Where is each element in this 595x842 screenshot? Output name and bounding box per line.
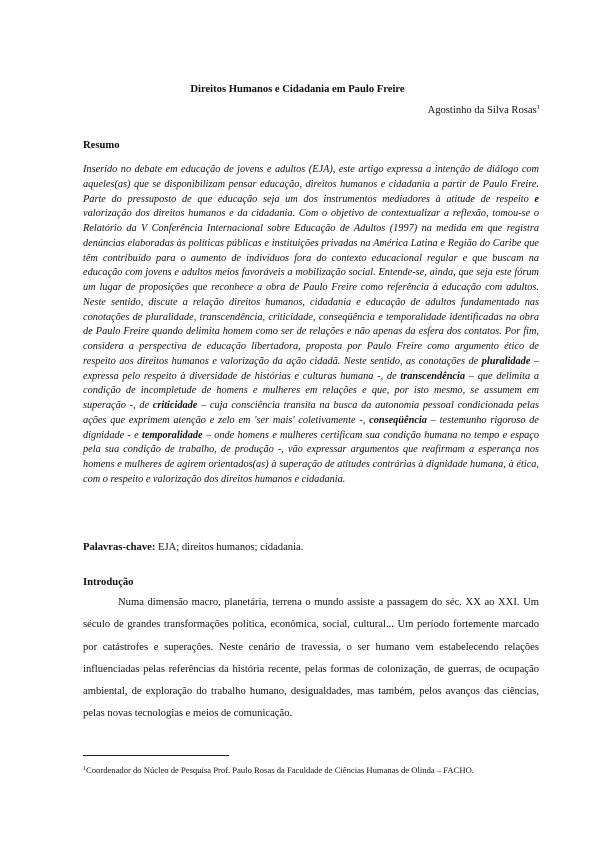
abstract-text: – testemunho rigoroso de dignidade - e <box>83 414 539 441</box>
abstract-term-criticidade: criticidade <box>152 400 198 411</box>
abstract-term-temporalidade: temporalidade <box>141 429 203 441</box>
footnote-divider <box>83 755 229 756</box>
abstract-heading: Resumo <box>83 140 120 151</box>
abstract-emphasis: e <box>534 193 539 205</box>
abstract-term-pluralidade: pluralidade <box>481 355 531 367</box>
footnote-text: Coordenador do Núcleo de Pesquisa Prof. Paulo Rosas da Faculdade de Ciências Humanas de Olinda – FACHO. <box>86 765 474 775</box>
footnote <box>83 763 539 777</box>
abstract-text: valorização dos direitos humanos e da cidadania. Com o objetivo de contextualizar a reflexão, tomou-se o Relatório da V Conferência Internacional sobre Educação de Adultos (1997) na medida em que registra denúncias elaboradas às políticas públicas e instituições privadas na América Latina e Região do Caribe que têm contribuído para o aumento de indivíduos fora do contexto educacional regular e que buscam na educação com jovens e adultos meios favoráveis a mobilização social. Entende-se, ainda, que seja este fórum um lugar de proposições que reconhece a obra de Paulo Freire como referência à educação com adultos. Neste sentido, discute a relação direitos humanos, cidadania e educação de adultos fundamentado nas conotações de pluralidade, transcendência, criticidade, conseqüência e temporalidade identificadas na obra de Paulo Freire quando delimita homem como ser de relações e não apenas da esfera dos contatos. Por fim, considera a perspectiva de educação libertadora, proposta por Paulo Freire como argumento ético de respeito aos direitos humanos e valorização da ação cidadã. Neste sentido, as conotações de <box>83 208 539 367</box>
abstract-text: – cuja consciência transita na busca da autonomia pessoal condicionada pelas ações que exprimem atenção e zelo em 'ser mais' coletivamente -, <box>83 400 539 426</box>
footnote-marker: 1 <box>83 766 86 772</box>
abstract-body <box>83 163 539 488</box>
introduction-paragraph: Numa dimensão macro, planetária, terrena o mundo assiste a passagem do séc. XX ao XXI. Um século de grandes transformações política, econômica, social, cultural... Um período fortemente marcado por catástrofes e superações. Neste cenário de travessia, o ser humano vem estabelecendo relações influenciadas pelas referências da história recente, pelas formas de colonização, de guerras, de ocupação ambiental, de exploração do trabalho humano, desigualdades, mas também, pelos avanços das ciências, pelas novas tecnologias e meios de comunicação. <box>83 597 539 720</box>
abstract-term-transcendencia: transcendência <box>400 370 466 382</box>
keywords-label: Palavras-chave: <box>83 542 156 553</box>
abstract-text: – expressa pelo respeito à diversidade de histórias e culturas humana -, de <box>83 355 539 382</box>
abstract-term-consequencia: conseqüência <box>369 414 427 426</box>
keywords-value: EJA; direitos humanos; cidadania. <box>155 542 304 553</box>
paper-title: Direitos Humanos e Cidadania em Paulo Freire <box>190 84 405 95</box>
abstract-text: – que delimita a condição de incompletude de homens e mulheres em relações e que, por isto mesmo, se assumem em superação -, de <box>83 370 539 411</box>
abstract-text: Inserido no debate em educação de jovens e adultos (EJA), este artigo expressa a intenção de diálogo com aqueles(as) que se disponibilizam pensar educação, direitos humanos e cidadania a partir de Paulo Freire. Parte do pressuposto de que educação seja um dos instrumentos mediadores à atitude de respeito <box>83 164 539 205</box>
author-line <box>428 104 540 116</box>
introduction-heading: Introdução <box>83 577 134 588</box>
author-footnote-marker[interactable]: 1 <box>536 104 540 111</box>
abstract-text: – onde homens e mulheres certificam sua condição humana no tempo e espaço pela sua condição de trabalho, de produção -, vão expressar argumentos que reafirmam a esperança nos homens e mulheres de agirem orientados(as) à superação de atitudes contrárias à dignidade humana, à ética, com o respeito e valorização dos direitos humanos e cidadania. <box>83 429 539 485</box>
author-name: Agostinho da Silva Rosas <box>427 105 537 116</box>
keywords-line <box>83 542 303 553</box>
